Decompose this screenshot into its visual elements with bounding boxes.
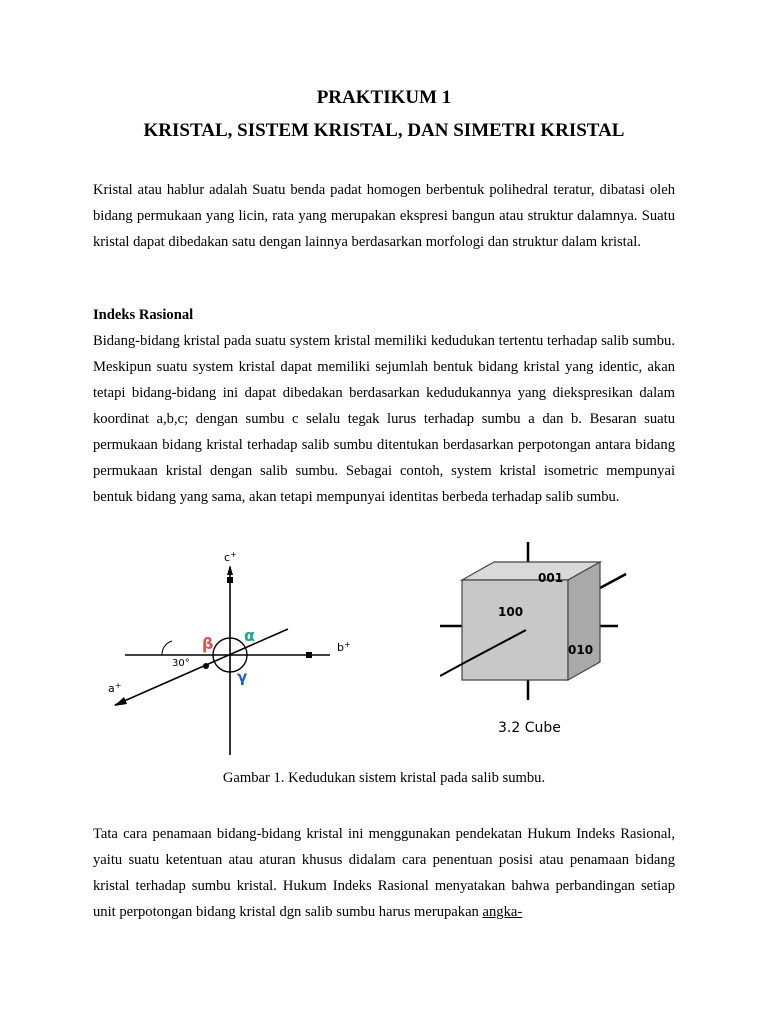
c-axis-label: c+ (224, 550, 237, 564)
angle-arc (162, 641, 172, 655)
cube-diagram (440, 540, 640, 740)
gamma-label: γ (237, 668, 248, 686)
cube-axis-diag-top (600, 574, 626, 588)
b-axis-label: b+ (337, 640, 351, 654)
a-axis-arrow (114, 697, 127, 706)
section-paragraph: Bidang-bidang kristal pada suatu system kristal memiliki kedudukan tertentu terhadap salib sumbu. Meskipun suatu system kristal dapat memiliki sejumlah bentuk bidang kristal yang identic, akan tetapi bidang-bidang ini dapat dibedakan berdasarkan kedudukannya yang diekspresikan dalam koordinat a,b,c; dengan sumbu c selalu tegak lurus terhadap sumbu a dan b. Besaran suatu permukaan bidang kristal terhadap salib sumbu ditentukan berdasarkan perpotongan antara bidang permukaan kristal dengan salib sumbu. Sebagai contoh, system kristal isometric mempunyai bentuk bidang yang sama, akan tetapi mempunyai identitas berbeda terhadap salib sumbu. (93, 333, 675, 505)
cube-right-face (568, 562, 600, 680)
closing-paragraph (93, 821, 675, 925)
c-axis-arrow (227, 565, 233, 575)
face-100-label: 100 (498, 605, 524, 619)
alpha-label: α (244, 626, 255, 645)
a-axis-dot (203, 663, 209, 669)
closing-text: Tata cara penamaan bidang-bidang kristal ini menggunakan pendekatan Hukum Indeks Rasional, yaitu suatu ketentuan atau aturan khusus didalam cara penentuan posisi atau penamaan bidang kristal terhadap sumbu kristal. Hukum Indeks Rasional menyatakan bahwa perbandingan setiap unit perpotongan bidang kristal dgn salib sumbu harus merupakan (93, 826, 675, 920)
beta-label: β (202, 634, 214, 653)
section-heading: Indeks Rasional (93, 307, 194, 323)
cube-front-face (462, 580, 568, 680)
cube-axis-diag-out (440, 664, 462, 676)
page-subtitle: KRISTAL, SISTEM KRISTAL, DAN SIMETRI KRISTAL (143, 120, 625, 141)
figure-caption: Gambar 1. Kedudukan sistem kristal pada salib sumbu. (222, 770, 546, 786)
closing-tail: angka- (482, 904, 523, 920)
c-axis-dot (227, 577, 233, 583)
face-010-label: 010 (568, 643, 594, 657)
cube-caption: 3.2 Cube (498, 720, 561, 736)
face-001-label: 001 (538, 571, 564, 585)
a-axis-label: a+ (108, 681, 122, 695)
page-title: PRAKTIKUM 1 (316, 87, 452, 108)
intro-paragraph: Kristal atau hablur adalah Suatu benda padat homogen berbentuk polihedral teratur, dibatasi oleh bidang permukaan yang licin, rata yang merupakan ekspresi bangun atau struktur dalamnya. Suatu kristal dapat dibedakan satu dengan lainnya berdasarkan morfologi dan struktur dalam kristal. (93, 182, 675, 250)
b-axis-dot (306, 652, 312, 658)
angle-label: 30° (172, 658, 190, 669)
axes-diagram (100, 545, 360, 765)
